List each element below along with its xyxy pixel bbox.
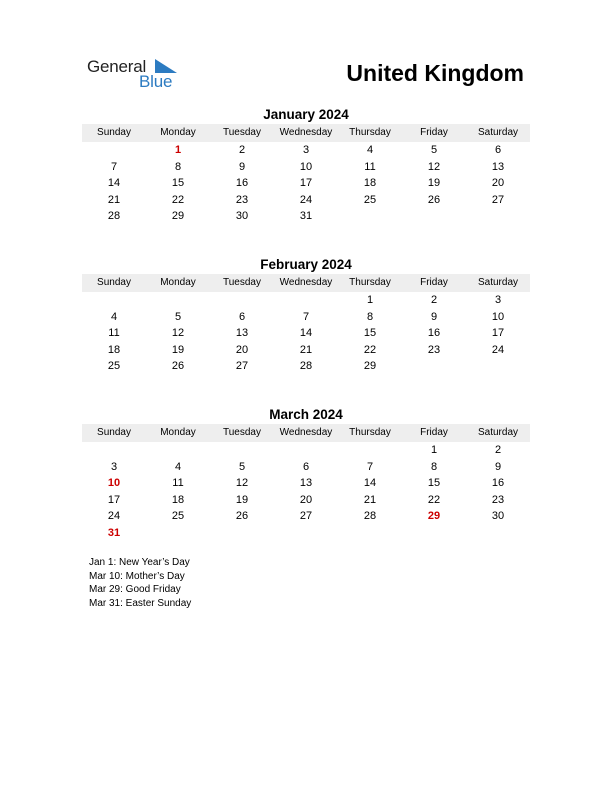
day-cell: 24 (299, 193, 313, 206)
weekday-label: Sunday (97, 127, 131, 138)
day-cell: 8 (174, 160, 182, 173)
day-cell: 15 (363, 327, 377, 340)
day-cell: 12 (427, 160, 441, 173)
day-cell: 28 (363, 510, 377, 523)
day-cell: 15 (427, 477, 441, 490)
day-cell: 27 (491, 193, 505, 206)
day-cell (402, 358, 466, 375)
weekday-label: Sunday (97, 427, 131, 438)
month-title: January 2024 (263, 107, 349, 122)
day-cell: 6 (302, 460, 310, 473)
day-cell: 1 (366, 294, 374, 306)
day-cell: 9 (494, 460, 502, 473)
day-cell: 3 (494, 294, 502, 306)
day-cell: 6 (494, 144, 502, 156)
day-cell: 4 (366, 144, 374, 156)
weekday-label: Wednesday (279, 127, 333, 138)
day-cell: 7 (302, 310, 310, 323)
day-cell (210, 525, 274, 542)
holiday-day-cell: 1 (174, 144, 182, 156)
day-cell (146, 525, 210, 542)
day-cell (466, 525, 530, 542)
day-cell: 21 (363, 493, 377, 506)
day-cell: 29 (363, 360, 377, 373)
day-cell: 4 (110, 310, 118, 323)
day-cell: 18 (107, 343, 121, 356)
day-cell: 11 (364, 160, 376, 173)
day-cell: 16 (235, 177, 249, 190)
day-cell: 5 (174, 310, 182, 323)
weekday-header (82, 124, 530, 142)
weekday-label: Monday (160, 277, 196, 288)
weekday-label: Saturday (477, 277, 519, 288)
day-cell: 28 (299, 360, 313, 373)
day-cell: 20 (491, 177, 505, 190)
day-cell (82, 442, 146, 459)
weekday-header (82, 424, 530, 442)
month-title: February 2024 (260, 257, 352, 272)
weekday-label: Thursday (349, 427, 391, 438)
day-cell (402, 208, 466, 225)
weekday-label: Tuesday (223, 427, 261, 438)
weekday-label: Wednesday (279, 277, 333, 288)
day-cell: 17 (107, 493, 121, 506)
day-cell: 14 (363, 477, 377, 490)
weekday-label: Wednesday (279, 427, 333, 438)
day-cell: 26 (171, 360, 185, 373)
day-cell: 17 (299, 177, 313, 190)
day-cell: 6 (238, 310, 246, 323)
day-cell: 24 (491, 343, 505, 356)
holiday-note: Mar 31: Easter Sunday (89, 597, 192, 609)
weekday-label: Monday (160, 427, 196, 438)
country-title: United Kingdom (346, 60, 524, 86)
day-cell: 18 (171, 493, 185, 506)
day-cell (402, 525, 466, 542)
day-cell: 20 (299, 493, 313, 506)
holiday-notes (89, 556, 191, 610)
month-title: March 2024 (269, 407, 343, 422)
day-cell: 26 (235, 510, 249, 523)
day-cell: 23 (235, 193, 249, 206)
weekday-label: Sunday (97, 277, 131, 288)
day-cell: 8 (430, 460, 438, 473)
day-cell: 30 (235, 210, 249, 223)
day-cell: 4 (174, 460, 182, 473)
day-cell: 19 (235, 493, 249, 506)
day-cell: 22 (171, 193, 185, 206)
day-grid (82, 442, 530, 542)
day-cell (338, 208, 402, 225)
day-cell (338, 442, 402, 459)
weekday-label: Monday (160, 127, 196, 138)
day-cell: 13 (235, 327, 249, 340)
holiday-note: Mar 29: Good Friday (89, 584, 181, 596)
day-cell: 23 (491, 493, 505, 506)
day-cell: 28 (107, 210, 121, 223)
day-cell: 16 (427, 327, 441, 340)
day-cell: 13 (299, 477, 313, 490)
day-cell: 19 (427, 177, 441, 190)
logo-text-general: General (87, 57, 147, 76)
day-cell (274, 525, 338, 542)
day-cell: 10 (299, 160, 313, 173)
day-cell: 25 (171, 510, 185, 523)
holiday-note: Jan 1: New Year’s Day (89, 557, 190, 568)
day-cell (146, 442, 210, 459)
day-cell: 24 (107, 510, 121, 523)
day-cell (82, 292, 146, 309)
day-cell (274, 442, 338, 459)
weekday-label: Tuesday (223, 127, 261, 138)
day-grid (82, 142, 530, 225)
weekday-label: Friday (420, 127, 448, 138)
day-cell: 9 (238, 160, 246, 173)
day-cell (466, 358, 530, 375)
day-cell: 25 (363, 193, 377, 206)
day-cell: 11 (108, 327, 120, 340)
logo-text-blue: Blue (139, 72, 173, 91)
month-february (82, 256, 530, 375)
day-cell (210, 292, 274, 309)
day-cell: 22 (427, 493, 441, 506)
day-cell: 26 (427, 193, 441, 206)
weekday-label: Saturday (477, 427, 519, 438)
day-cell (146, 292, 210, 309)
day-cell: 23 (427, 343, 441, 356)
day-cell (210, 442, 274, 459)
day-cell (338, 525, 402, 542)
holiday-day-cell: 29 (427, 510, 441, 523)
day-cell: 7 (366, 460, 374, 473)
day-cell: 1 (430, 444, 438, 456)
holiday-note: Mar 10: Mother’s Day (89, 570, 185, 582)
day-cell: 10 (491, 310, 505, 323)
holiday-day-cell: 31 (107, 526, 121, 539)
weekday-label: Saturday (477, 127, 519, 138)
day-cell: 3 (110, 460, 118, 473)
day-cell: 5 (430, 144, 438, 156)
weekday-label: Friday (420, 277, 448, 288)
day-cell: 13 (491, 160, 505, 173)
day-cell: 17 (491, 327, 505, 340)
holiday-day-cell: 10 (107, 477, 121, 490)
weekday-header (82, 274, 530, 292)
day-cell: 27 (299, 510, 313, 523)
day-cell: 30 (491, 510, 505, 523)
weekday-label: Friday (420, 427, 448, 438)
day-cell: 22 (363, 343, 377, 356)
day-cell: 11 (172, 477, 184, 490)
day-cell: 15 (171, 177, 185, 190)
logo (87, 57, 187, 91)
weekday-label: Thursday (349, 127, 391, 138)
day-cell: 14 (299, 327, 313, 340)
month-march (82, 406, 530, 542)
day-cell: 19 (171, 343, 185, 356)
weekday-label: Thursday (349, 277, 391, 288)
logo-triangle-icon (155, 59, 177, 73)
month-january (82, 106, 530, 225)
day-cell: 20 (235, 343, 249, 356)
day-cell (466, 208, 530, 225)
day-cell: 2 (430, 294, 438, 306)
day-cell (82, 142, 146, 159)
day-cell: 27 (235, 360, 249, 373)
day-cell: 18 (363, 177, 377, 190)
day-cell: 21 (299, 343, 313, 356)
day-cell: 3 (302, 144, 310, 156)
day-cell: 21 (107, 193, 121, 206)
day-cell: 8 (366, 310, 374, 323)
day-cell: 16 (491, 477, 505, 490)
day-cell: 29 (171, 210, 185, 223)
day-cell: 12 (235, 477, 249, 490)
day-cell: 2 (494, 444, 502, 456)
day-cell: 25 (107, 360, 121, 373)
day-cell: 12 (171, 327, 185, 340)
day-cell: 7 (110, 160, 118, 173)
day-cell: 5 (238, 460, 246, 473)
day-cell: 9 (430, 310, 438, 323)
day-cell: 31 (299, 210, 313, 223)
day-cell: 2 (238, 144, 246, 156)
day-grid (82, 292, 530, 375)
weekday-label: Tuesday (223, 277, 261, 288)
day-cell: 14 (107, 177, 121, 190)
day-cell (274, 292, 338, 309)
